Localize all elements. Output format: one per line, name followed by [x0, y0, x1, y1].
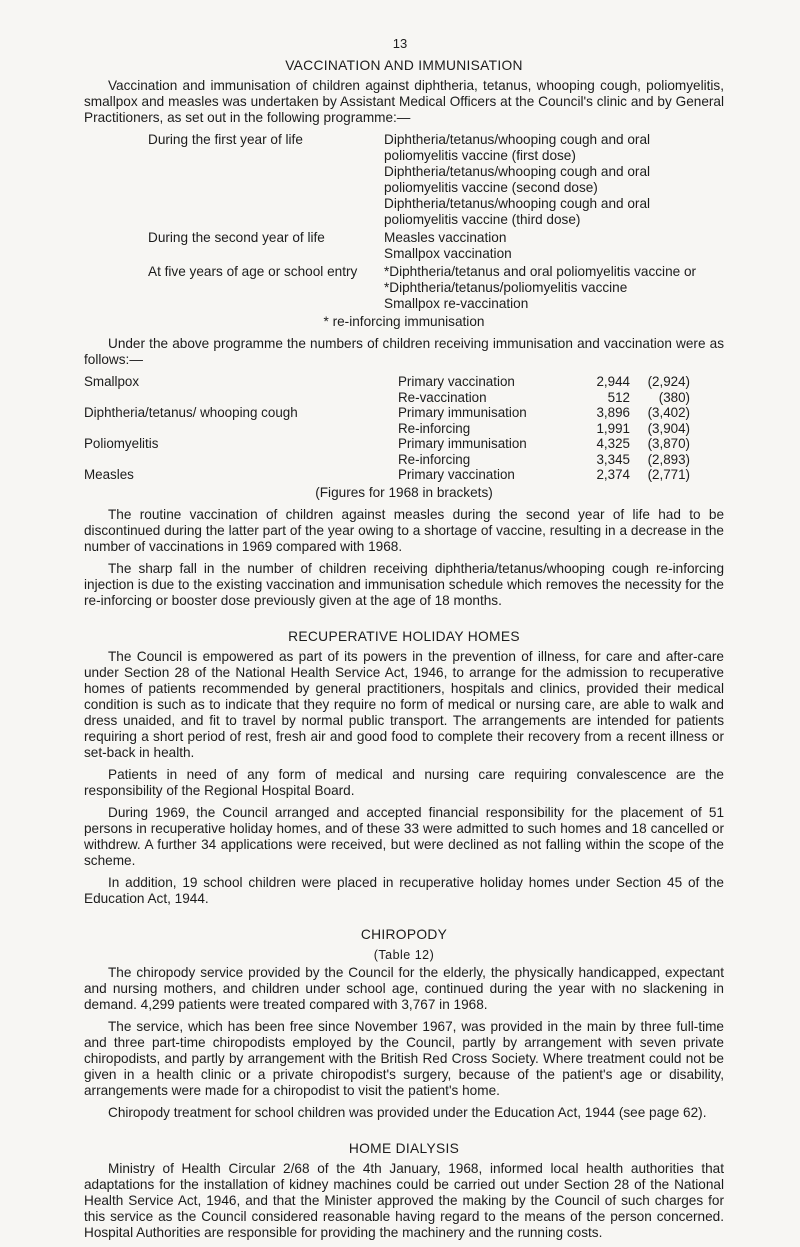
figures-count-1968: (380)	[658, 389, 690, 405]
figures-type: Primary immunisation	[398, 405, 527, 420]
programme-row	[84, 132, 724, 228]
immunisation-figures-table	[84, 374, 690, 483]
figures-type: Primary immunisation	[398, 436, 527, 451]
figures-count-1968: (3,402)	[647, 405, 690, 420]
programme-item: Smallpox vaccination	[384, 246, 512, 261]
figures-count-1969: 3,896	[596, 405, 630, 420]
figures-disease	[84, 390, 398, 406]
programme-item: poliomyelitis vaccine (first dose)	[384, 148, 576, 163]
chiropody-paragraph: Chiropody treatment for school children was provided under the Education Act, 1944 (see page 62).	[108, 1104, 707, 1120]
programme-items	[384, 230, 724, 262]
programme-age-label: During the second year of life	[148, 230, 325, 245]
figures-type: Primary vaccination	[398, 374, 515, 389]
figures-disease: Poliomyelitis	[84, 436, 159, 451]
figures-disease: Diphtheria/tetanus/ whooping cough	[84, 405, 298, 420]
programme-item: Smallpox re-vaccination	[384, 296, 529, 311]
figures-brackets-note: (Figures for 1968 in brackets)	[315, 484, 493, 500]
programme-item: *Diphtheria/tetanus/poliomyelitis vaccine	[384, 280, 628, 295]
figures-count-1969: 4,325	[596, 436, 630, 451]
figures-count-1968: (3,904)	[647, 420, 690, 436]
figures-type: Primary vaccination	[398, 467, 515, 482]
programme-item: Diphtheria/tetanus/whooping cough and oral	[384, 132, 651, 147]
figures-disease	[84, 452, 398, 468]
figures-count-1968: (2,771)	[647, 467, 690, 482]
figures-disease	[84, 421, 398, 437]
numbers-intro: Under the above programme the numbers of children receiving immunisation and vaccination were as follows:—	[84, 336, 724, 367]
figures-disease: Measles	[84, 467, 134, 482]
chiropody-paragraph: The chiropody service provided by the Council for the elderly, the physically handicapped, expectant and nursing mothers, and children under school age, continued during the year with no slackening in demand. 4,299 patients were treated compared with 3,767 in 1968.	[84, 964, 724, 1012]
figures-row	[84, 467, 690, 483]
figures-count-1968: (3,870)	[647, 436, 690, 451]
recuperative-paragraph: The Council is empowered as part of its powers in the prevention of illness, for care and after-care under Section 28 of the National Health Service Act, 1946, to arrange for the admission to recuperative homes of patients recommended by general practitioners, hospitals and clinics, provided their medical condition is such as to indicate that they require no form of medical or nursing care, are able to walk and dress unaided, and fit to travel by normal public transport. The arrangements are intended for patients requiring a short period of rest, fresh air and good food to complete their recovery from a recent illness or set-back in health.	[84, 648, 724, 760]
programme-items	[384, 132, 724, 228]
figures-count-1969: 512	[607, 389, 630, 405]
page-content	[84, 58, 724, 1247]
measles-paragraph: The routine vaccination of children against measles during the second year of life had to be discontinued during the latter part of the year owing to a shortage of vaccine, resulting in a decrease in the number of vaccinations in 1969 compared with 1968.	[84, 506, 724, 554]
figures-row	[84, 405, 690, 421]
figures-count-1968: (2,924)	[647, 374, 690, 389]
programme-item: poliomyelitis vaccine (second dose)	[384, 180, 598, 195]
recuperative-paragraph: In addition, 19 school children were placed in recuperative holiday homes under Section 45 of the Education Act, 1944.	[84, 874, 724, 906]
figures-row	[84, 452, 690, 468]
sharp-fall-paragraph: The sharp fall in the number of children receiving diphtheria/tetanus/whooping cough re-inforcing injection is due to the existing vaccination and immunisation schedule which removes the necessity for the re-inforcing or booster dose previously given at the age of 18 months.	[84, 560, 724, 608]
programme-row	[84, 230, 724, 262]
programme-items	[384, 264, 724, 312]
figures-count-1969: 2,374	[596, 467, 630, 482]
chiropody-table-ref: (Table 12)	[373, 947, 435, 962]
programme-age-label: During the first year of life	[148, 132, 303, 147]
figures-row	[84, 390, 690, 406]
reinforcing-footnote: * re-inforcing immunisation	[323, 314, 485, 329]
section-title-chiropody: CHIROPODY	[360, 926, 448, 942]
figures-count-1968: (2,893)	[647, 451, 690, 467]
section-title-dialysis: HOME DIALYSIS	[348, 1140, 460, 1156]
figures-count-1969: 2,944	[596, 374, 630, 389]
programme-item: Diphtheria/tetanus/whooping cough and oral	[384, 196, 651, 211]
recuperative-paragraph: During 1969, the Council arranged and accepted financial responsibility for the placement of 51 persons in recuperative holiday homes, and of these 33 were admitted to such homes and 18 cancelled or withdrew. A further 34 applications were received, but were declined as not falling within the scope of the scheme.	[84, 804, 724, 868]
programme-item: Measles vaccination	[384, 230, 507, 245]
recuperative-paragraph: Patients in need of any form of medical and nursing care requiring convalescence are the responsibility of the Regional Hospital Board.	[84, 766, 724, 798]
page-number: 13	[392, 36, 408, 51]
figures-row	[84, 436, 690, 452]
section-title-vaccination: VACCINATION AND IMMUNISATION	[285, 58, 523, 73]
dialysis-paragraph: Ministry of Health Circular 2/68 of the 4th January, 1968, informed local health authorities that adaptations for the installation of kidney machines could be carried out under Section 28 of the National Health Service Act, 1946, and that the Minister approved the making by the Council of such charges for this service as the Council considered reasonable having regard to the means of the person concerned. Hospital Authorities are responsible for providing the machinery and the running costs.	[84, 1160, 724, 1240]
programme-list	[84, 132, 724, 312]
figures-disease: Smallpox	[84, 374, 140, 389]
programme-item: poliomyelitis vaccine (third dose)	[384, 212, 581, 227]
chiropody-paragraph: The service, which has been free since November 1967, was provided in the main by three full-time and three part-time chiropodists employed by the Council, partly by arrangement with seven private chiropodists, and partly by arrangement with the British Red Cross Society. Where treatment could not be given in a health clinic or a private chiropodist's surgery, because of the patient's age or disability, arrangements were made for a chiropodist to visit the patient's home.	[84, 1018, 724, 1098]
programme-age-label: At five years of age or school entry	[148, 264, 358, 279]
figures-count-1969: 1,991	[596, 420, 630, 436]
programme-row	[84, 264, 724, 312]
section-title-recuperative: RECUPERATIVE HOLIDAY HOMES	[288, 628, 520, 644]
figures-type: Re-vaccination	[398, 389, 487, 405]
figures-type: Re-inforcing	[398, 420, 471, 436]
figures-type: Re-inforcing	[398, 451, 471, 467]
figures-count-1969: 3,345	[596, 451, 630, 467]
programme-item: Diphtheria/tetanus/whooping cough and oral	[384, 164, 651, 179]
vaccination-intro: Vaccination and immunisation of children against diphtheria, tetanus, whooping cough, poliomyelitis, smallpox and measles was undertaken by Assistant Medical Officers at the Council's clinic and by General Practitioners, as set out in the following programme:—	[84, 78, 724, 125]
figures-row	[84, 374, 690, 390]
figures-row	[84, 421, 690, 437]
programme-item: *Diphtheria/tetanus and oral poliomyelitis vaccine or	[384, 264, 697, 279]
